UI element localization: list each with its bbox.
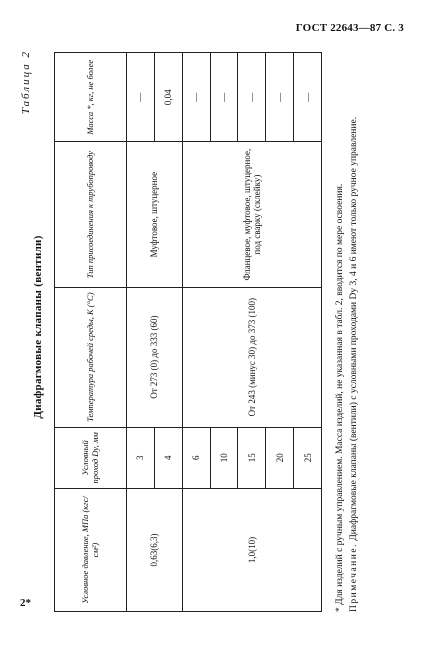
table-title: Диафрагмовые клапаны (вентили) <box>32 235 44 419</box>
cell-dn: 20 <box>266 427 294 488</box>
cell-dn: 25 <box>294 427 322 488</box>
col-header-pressure: Условное давление, МПа (кгс/см²) <box>55 489 127 612</box>
table-row <box>127 53 155 612</box>
valve-table <box>54 52 322 612</box>
cell-mass: — <box>127 53 155 142</box>
col-header-mass: Масса *, кг, не более <box>55 53 127 142</box>
cell-connection: Муфтовое, штуцерное <box>127 142 183 287</box>
cell-dn: 3 <box>127 427 155 488</box>
cell-pressure: 0,63(6,3) <box>127 489 183 612</box>
cell-pressure: 1,0(10) <box>182 489 321 612</box>
cell-mass: — <box>266 53 294 142</box>
cell-dn: 6 <box>182 427 210 488</box>
table-header-row <box>55 53 127 612</box>
cell-mass: 0,04 <box>154 53 182 142</box>
note-label: Примечание. <box>348 543 359 612</box>
note <box>348 42 362 612</box>
cell-dn: 15 <box>238 427 266 488</box>
cell-connection: Фланцевое, муфтовое, штуцерное, под сварку (склейку) <box>182 142 321 287</box>
cell-dn: 10 <box>210 427 238 488</box>
rotated-content <box>20 42 392 612</box>
footnote: * Для изделий с ручным управлением. Масса изделий, не указанная в табл. 2, вводится по мере освоения. <box>335 183 345 612</box>
col-header-connection: Тип присоединения к трубопроводу <box>55 142 127 287</box>
cell-temperature: От 243 (минус 30) до 373 (100) <box>182 287 321 427</box>
cell-mass: — <box>182 53 210 142</box>
cell-mass: — <box>238 53 266 142</box>
col-header-dn: Условный проход Dу, мм <box>55 427 127 488</box>
table-row <box>182 53 210 612</box>
cell-dn: 4 <box>154 427 182 488</box>
table-number: Таблица 2 <box>20 50 32 115</box>
col-header-temperature: Температура рабочей среды, К (°С) <box>55 287 127 427</box>
notes-block <box>334 42 362 612</box>
document-header: ГОСТ 22643—87 С. 3 <box>295 22 404 34</box>
note-text: Диафрагмовые клапаны (вентили) с условными проходами Dу 3, 4 и 6 имеют только ручное управление. <box>348 116 359 544</box>
cell-mass: — <box>294 53 322 142</box>
page-mark: 2* <box>20 597 31 609</box>
cell-temperature: От 273 (0) до 333 (60) <box>127 287 183 427</box>
cell-mass: — <box>210 53 238 142</box>
